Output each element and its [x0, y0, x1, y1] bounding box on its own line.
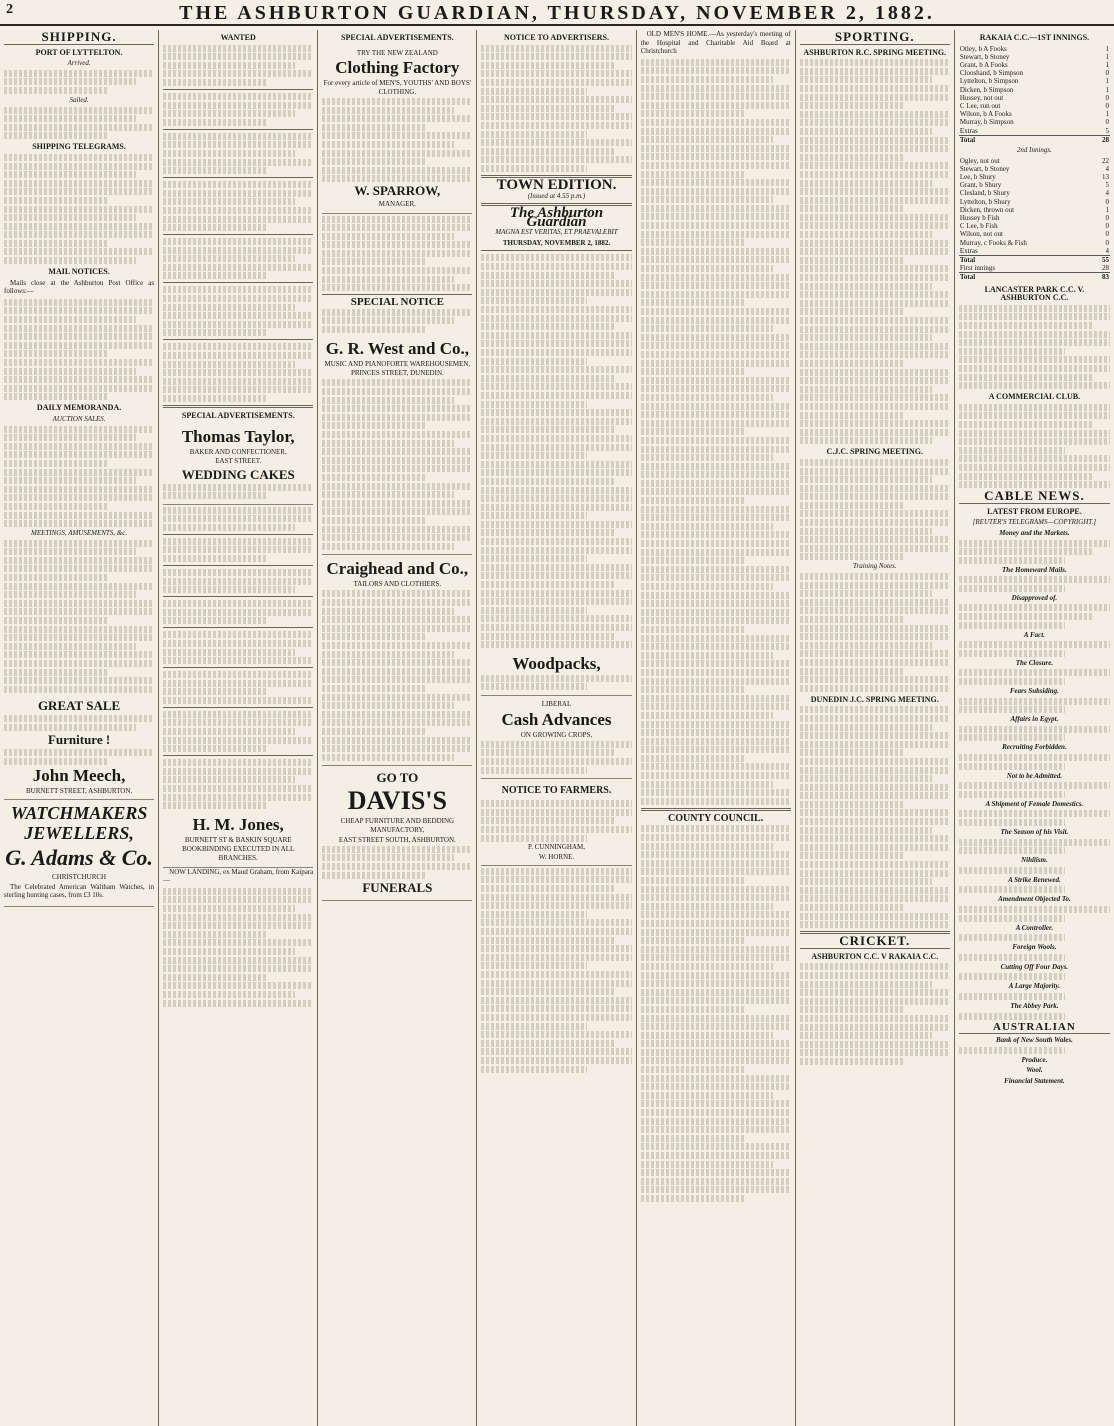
score-row: [959, 189, 1110, 197]
old-mens-home-article: OLD MEN'S HOME.—As yesterday's meeting of the Hospital and Charitable Aid Board at Christchurch: [640, 30, 791, 56]
special-ads-heading: SPECIAL ADVERTISEMENTS.: [181, 411, 295, 420]
batsman-name: Clesland, b Shury: [959, 189, 1010, 198]
special-notice-heading: SPECIAL NOTICE: [350, 296, 444, 309]
cunningham-name: P. CUNNINGHAM,: [528, 843, 585, 852]
australian-heading: AUSTRALIAN: [959, 1023, 1110, 1035]
cash-advances-ad: [481, 696, 631, 779]
meech-address: BURNETT STREET, ASHBURTON.: [25, 786, 133, 795]
craighead-ad: [322, 555, 472, 766]
county-council-heading: COUNTY COUNCIL.: [668, 812, 764, 824]
column-6: [796, 30, 955, 1426]
westco-ad: [322, 335, 472, 556]
jones-sub: BOOKBINDING EXECUTED IN ALL BRANCHES.: [182, 845, 295, 862]
batsman-name: Hussey b Fish: [959, 214, 1000, 223]
cricket-sub: ASHBURTON C.C. V RAKAIA C.C.: [811, 951, 939, 961]
davis-ad: [322, 766, 472, 900]
masthead: [0, 0, 1114, 26]
batsman-runs: 0: [1105, 93, 1109, 102]
davis-name: DAVIS'S: [347, 786, 447, 816]
batsman-name: Stewart, b Stoney: [959, 164, 1010, 173]
columns: [0, 30, 1114, 1426]
score-row: [959, 157, 1110, 165]
batsman-name: Lee, b Shury: [959, 173, 996, 182]
column-4: [477, 30, 636, 1426]
craighead-name: Craighead and Co.,: [326, 559, 469, 579]
column-5: [637, 30, 796, 1426]
grand-total-label: Total: [959, 273, 1093, 282]
batsman-name: Dicken, thrown out: [959, 205, 1015, 214]
score-row: [959, 94, 1110, 102]
score-row: [959, 165, 1110, 173]
total2-label: Total: [959, 256, 1093, 265]
daily-memoranda-heading: DAILY MEMORANDA.: [36, 403, 122, 413]
clothing-ad: [322, 45, 472, 214]
batsman-runs: 13: [1101, 173, 1109, 182]
shipping-telegrams-heading: SHIPPING TELEGRAMS.: [32, 142, 126, 152]
latest-europe-heading: LATEST FROM EUROPE.: [987, 506, 1082, 516]
batsman-runs: 4: [1105, 189, 1109, 198]
dunedin-heading: DUNEDIN J.C. SPRING MEETING.: [810, 694, 939, 704]
batsman-name: Wilson, not out: [959, 230, 1003, 239]
score-row: [959, 198, 1110, 206]
abbey-park: The Abbey Park.: [1010, 1001, 1059, 1010]
grand-total-value: 83: [1093, 273, 1110, 282]
disapproved-of: Disapproved of.: [1011, 593, 1058, 602]
guardian-date: THURSDAY, NOVEMBER 2, 1882.: [502, 238, 611, 247]
clothing-factory: Clothing Factory: [335, 58, 460, 78]
batsman-runs: 0: [1105, 230, 1109, 239]
taylor-street: EAST STREET.: [215, 457, 262, 466]
foreign-wools: Foreign Wools.: [1012, 943, 1057, 952]
watch-town: CHRISTCHURCH: [52, 873, 107, 882]
bank-nsw: Bank of New South Wales.: [995, 1036, 1073, 1045]
batsman-runs: 22: [1101, 156, 1109, 165]
batsman-runs: 4: [1105, 246, 1109, 255]
reuter-copyright: [REUTER'S TELEGRAMS—COPYRIGHT.]: [972, 518, 1097, 527]
batsman-name: Clooshand, b Simpson: [959, 69, 1024, 78]
score-row: [959, 86, 1110, 94]
wool: Wool.: [1026, 1066, 1043, 1075]
now-landing: NOW LANDING, ex Maud Graham, from Kaipara—: [163, 867, 314, 885]
strike-renewed: A Strike Renewed.: [1008, 875, 1061, 884]
batsman-name: Murray, c Fooks & Fish: [959, 238, 1027, 247]
total-label: Total: [959, 135, 1092, 144]
column-2: [159, 30, 318, 1426]
batsman-runs: 1: [1105, 61, 1109, 69]
furniture-heading: Furniture !: [47, 731, 111, 747]
batsman-runs: 0: [1105, 197, 1109, 206]
lancaster-heading: LANCASTER PARK C.C. V. ASHBURTON C.C.: [984, 284, 1085, 303]
batsman-name: Grant, b Shury: [959, 181, 1002, 190]
affairs-egypt: Affairs in Egypt.: [1010, 715, 1059, 724]
fears-subsiding: Fears Subsiding.: [1009, 687, 1059, 696]
score-row: [959, 53, 1110, 61]
westco-name: G. R. West and Co.,: [325, 338, 469, 358]
score-row: [959, 61, 1110, 69]
batsman-name: Stewart, b Stoney: [959, 52, 1010, 61]
batsman-name: Ogley, not out: [959, 156, 1000, 165]
batsman-runs: 0: [1105, 238, 1109, 247]
score-row: [959, 239, 1110, 247]
cash-advances-heading: Cash Advances: [501, 709, 612, 729]
batsman-runs: 4: [1105, 164, 1109, 173]
clothing-sub: For every article of MEN'S, YOUTHS' AND BOYS' CLOTHING.: [323, 79, 472, 96]
batsman-runs: 0: [1105, 222, 1109, 231]
davis-sub: CHEAP FURNITURE AND BEDDING MANUFACTORY,: [340, 817, 455, 834]
score-row: [959, 230, 1110, 238]
produce: Produce.: [1021, 1055, 1048, 1064]
batsman-name: Dicken, b Simpson: [959, 85, 1014, 94]
financial-statement: Financial Statement.: [1004, 1076, 1065, 1085]
craighead-sub: TAILORS AND CLOTHIERS.: [353, 580, 442, 589]
batsman-runs: 1: [1105, 85, 1109, 94]
woodpacks-heading: Woodpacks,: [512, 653, 601, 673]
batsman-runs: 0: [1105, 69, 1109, 78]
batsman-runs: 0: [1105, 214, 1109, 223]
cricket-first-innings: RAKAIA C.C.—1ST INNINGS.: [979, 33, 1090, 42]
taylor-name: Thomas Taylor,: [181, 426, 295, 446]
batsman-name: Lyttelton, b Shury: [959, 197, 1011, 206]
score-row: [959, 110, 1110, 118]
season-visit: The Season of his Visit.: [1000, 827, 1069, 836]
port-heading: PORT OF LYTTELTON.: [35, 47, 123, 57]
watchmakers-heading: WATCHMAKERS: [10, 803, 148, 824]
total-value: 28: [1092, 135, 1110, 144]
wanted-heading: WANTED: [220, 33, 256, 42]
westco-address: PRINCES STREET, DUNEDIN.: [350, 369, 444, 378]
horne-name: W. HORNE.: [538, 852, 575, 861]
first-innings-value: 28: [1101, 264, 1109, 273]
score-row: [959, 247, 1110, 256]
jones-ad: [163, 811, 313, 868]
arrived-label: Arrived.: [67, 59, 91, 68]
controller: A Controller.: [1015, 923, 1054, 932]
ashburton-spring-heading: ASHBURTON R.C. SPRING MEETING.: [803, 47, 947, 57]
not-admitted: Not to be Admitted.: [1006, 771, 1063, 780]
score-row: [959, 222, 1110, 230]
jones-address: BURNETT ST & BASKIN SQUARE: [184, 835, 292, 844]
liberal-label: LIBERAL: [541, 699, 572, 708]
score-row: [959, 77, 1110, 85]
cable-news-heading: CABLE NEWS.: [959, 492, 1110, 504]
sparrow-name: W. SPARROW,: [354, 183, 441, 199]
scores-first-innings: [959, 45, 1110, 144]
auction-sales-heading: AUCTION SALES.: [52, 414, 106, 423]
ccj-heading: C.J.C. SPRING MEETING.: [826, 447, 923, 457]
commercial-club-heading: A COMMERCIAL CLUB.: [988, 392, 1081, 402]
batsman-runs: 1: [1105, 77, 1109, 86]
score-row: [959, 69, 1110, 77]
batsman-runs: 0: [1105, 118, 1109, 127]
page-number: 2: [6, 2, 13, 17]
batsman-runs: 5: [1105, 126, 1109, 135]
clothing-try: TRY THE NEW ZEALAND: [356, 48, 438, 57]
town-edition-time: (Issued at 4.55 p.m.): [527, 191, 586, 200]
jewellers-heading: JEWELLERS,: [24, 823, 134, 844]
batsman-name: Wilson, b A Fooks: [959, 110, 1012, 119]
cash-advances-sub: ON GROWING CROPS,: [520, 730, 593, 739]
amendment-objected: Amendment Objected To.: [998, 895, 1071, 904]
notice-advertisers-heading: NOTICE TO ADVERTISERS.: [503, 33, 609, 42]
score-row: [959, 173, 1110, 181]
recruiting-forbidden: Recruiting Forbidden.: [1002, 743, 1067, 752]
jones-name: H. M. Jones,: [192, 814, 284, 834]
guardian-title: The Ashburton Guardian: [509, 205, 604, 230]
taylor-sub: BAKER AND CONFECTIONER,: [189, 447, 287, 456]
westco-sub: MUSIC AND PIANOFORTE WAREHOUSEMEN,: [324, 359, 471, 368]
score-row: [959, 127, 1110, 136]
female-domestics: A Shipment of Female Domestics.: [985, 799, 1084, 808]
notice-farmers: NOTICE TO FARMERS.: [501, 785, 612, 797]
sailed-label: Sailed.: [69, 95, 89, 104]
farmers-ad: [481, 779, 631, 866]
score-row: [959, 181, 1110, 189]
go-to: GO TO: [376, 770, 419, 786]
woodpacks-ad: [481, 650, 631, 696]
batsman-name: Hussey, not out: [959, 93, 1004, 102]
wedding-cakes: WEDDING CAKES: [181, 466, 295, 482]
score-row: [959, 206, 1110, 214]
column-7: [955, 30, 1114, 1426]
nihilism: Nihilism.: [1021, 856, 1048, 865]
large-majority: A Large Majority.: [1008, 982, 1061, 991]
batsman-runs: 5: [1105, 181, 1109, 190]
batsman-name: Lyttelton, b Simpson: [959, 77, 1019, 86]
homeward-mails: The Homeward Mails.: [1002, 565, 1067, 574]
meetings-heading: MEETINGS, AMUSEMENTS, &c.: [31, 529, 128, 538]
score-row: [959, 45, 1110, 53]
taylor-ad: [163, 423, 313, 505]
batsman-runs: 1: [1105, 52, 1109, 61]
mail-notices-heading: MAIL NOTICES.: [48, 267, 110, 277]
cricket-heading: CRICKET.: [800, 937, 950, 949]
batsman-runs: 1: [1105, 110, 1109, 119]
batsman-name: Otley, b A Fooks: [959, 44, 1007, 53]
sale-heading: GREAT SALE: [37, 698, 121, 714]
sporting-heading: SPORTING.: [800, 33, 950, 45]
total2-value: 55: [1093, 256, 1110, 265]
training-notes-heading: Training Notes.: [852, 562, 897, 571]
batsman-name: Murray, b Simpson: [959, 118, 1014, 127]
money-markets: Money and the Markets.: [999, 528, 1070, 537]
town-edition: TOWN EDITION.: [496, 176, 617, 193]
a-fact: A Fact.: [1023, 630, 1045, 639]
batsman-name: Extras: [959, 246, 978, 255]
watch-firm: G. Adams & Co.: [5, 845, 153, 871]
cutting-off: Cutting Off Four Days.: [1000, 962, 1069, 971]
funerals: FUNERALS: [362, 879, 433, 895]
meech-name: John Meech,: [32, 765, 126, 785]
scores-second-innings: [959, 157, 1110, 282]
score-row: [959, 214, 1110, 222]
newspaper-title: THE ASHBURTON GUARDIAN, THURSDAY, NOVEMBER 2, 1882.: [179, 2, 935, 24]
column-1: [0, 30, 159, 1426]
special-ads-heading-3: SPECIAL ADVERTISEMENTS.: [341, 33, 454, 42]
the-closure: The Closure.: [1015, 658, 1054, 667]
guardian-motto: MAGNA EST VERITAS, ET PRAEVALEBIT: [495, 228, 618, 237]
score-row: [959, 102, 1110, 110]
column-3: [318, 30, 477, 1426]
sparrow-role: MANAGER.: [378, 200, 416, 209]
first-innings-label: First innings: [959, 264, 996, 273]
batsman-runs: 1: [1105, 44, 1109, 53]
batsman-name: C Lee, b Fish: [959, 222, 998, 231]
batsman-runs: 1: [1105, 205, 1109, 214]
shipping-heading: SHIPPING.: [4, 33, 154, 45]
sale-ad: [4, 694, 154, 800]
watchmakers-ad: [4, 800, 154, 907]
batsman-name: Grant, b A Fooks: [959, 61, 1008, 69]
batsman-name: C Lee, run out: [959, 102, 1001, 111]
watch-note: The Celebrated American Waltham Watches, in sterling hunting cases, from £3 10s.: [4, 882, 155, 900]
second-innings-label: 2nd Innings.: [1016, 146, 1052, 155]
batsman-runs: 0: [1105, 102, 1109, 111]
mails-text: Mails close at the Ashburton Post Office as follows:—: [4, 278, 155, 296]
batsman-name: Extras: [959, 126, 978, 135]
davis-address: EAST STREET SOUTH, ASHBURTON.: [338, 835, 456, 844]
score-row: [959, 118, 1110, 126]
